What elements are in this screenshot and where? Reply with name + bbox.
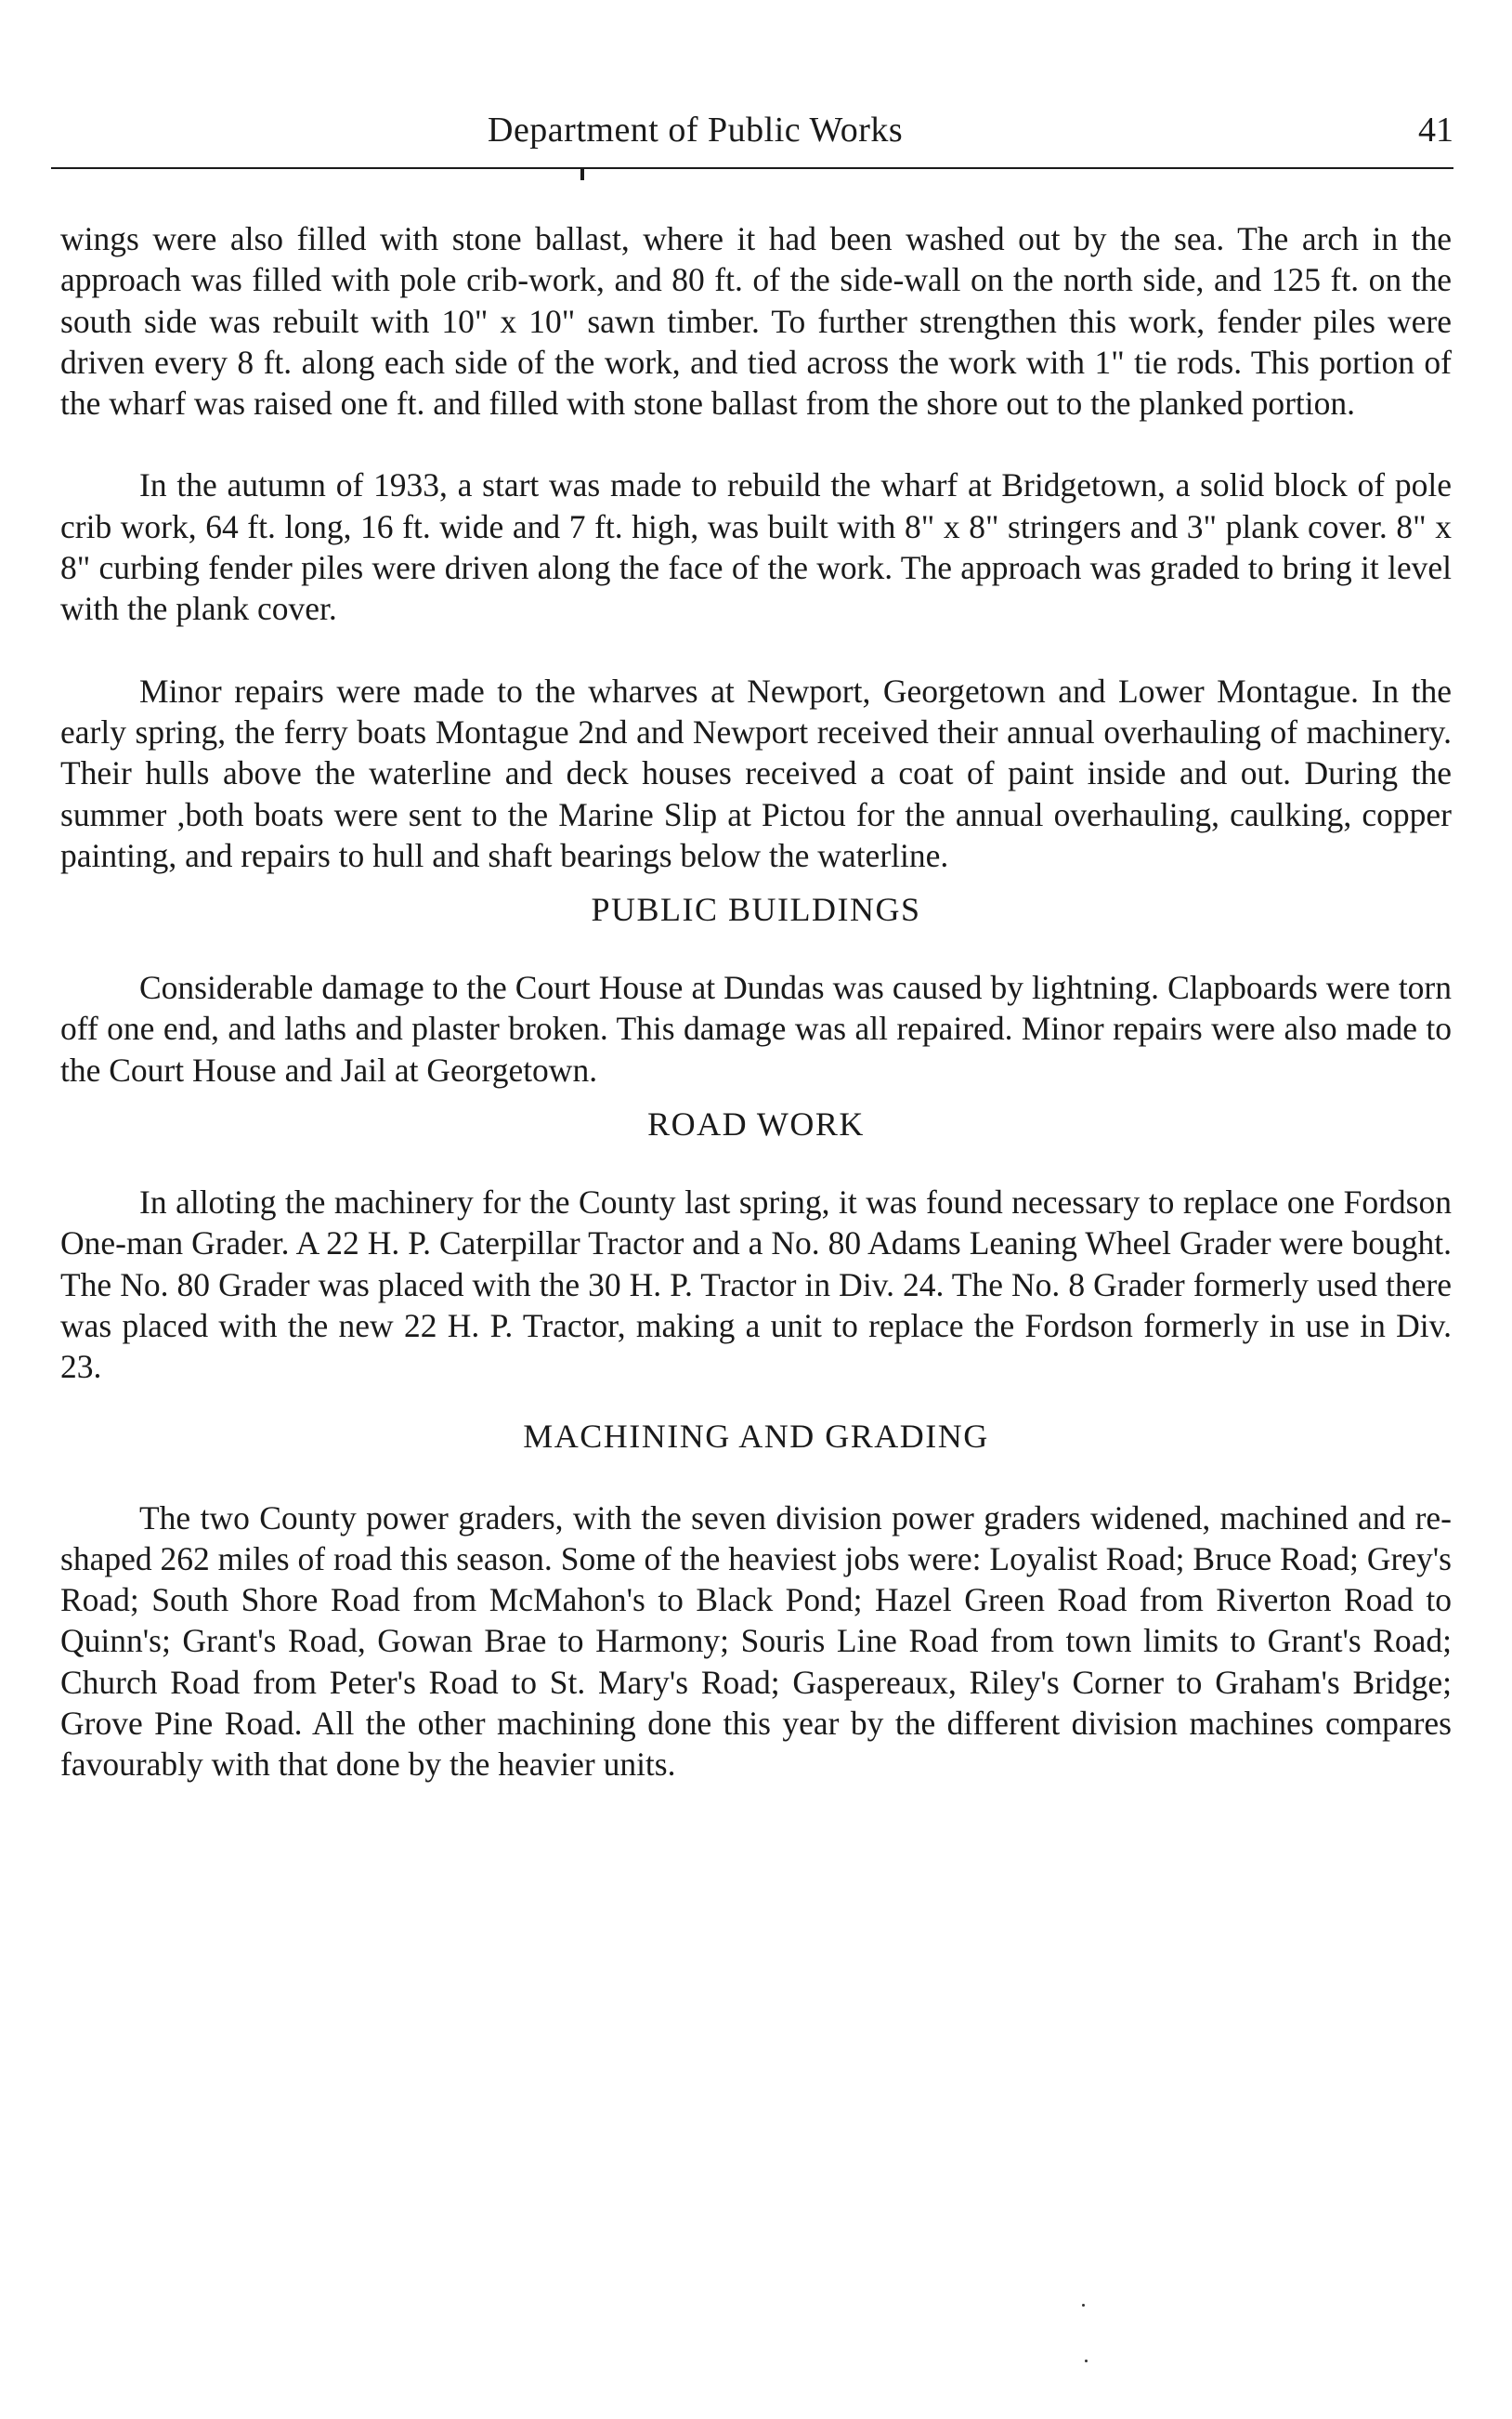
running-header [51,110,1453,165]
rule-mark [580,167,584,180]
paragraph-court-house: Considerable damage to the Court House at Dundas was caused by lightning. Clapboards were torn off one end, and laths and plaster broken. This damage was all repaired. Minor repairs were also made to the Court House and Jail at Georgetown. [60,969,1452,1089]
paragraph-bridgetown-wharf: In the autumn of 1933, a start was made to rebuild the wharf at Bridgetown, a solid block of pole crib work, 64 ft. long, 16 ft. wide and 7 ft. high, was built with 8" x 8" stringers and 3" plank cover. 8" x 8" curbing fender piles were driven along the face of the work. The approach was graded to bring it level with the plank cover. [60,466,1452,628]
heading-public-buildings: PUBLIC BUILDINGS [591,891,921,929]
paragraph-machinery: In alloting the machinery for the County last spring, it was found necessary to replace one Fordson One-man Grader. A 22 H. P. Caterpillar Tractor and a No. 80 Adams Leaning Wheel Grader were bought. The No. 80 Grader was placed with the 30 H. P. Tractor in Div. 24. The No. 8 Grader formerly used there was placed with the new 22 H. P. Tractor, making a unit to replace the Fordson formerly in use in Div. 23. [60,1183,1452,1386]
heading-machining-and-grading: MACHINING AND GRADING [523,1417,989,1455]
scan-speck [1085,2360,1088,2362]
running-title: Department of Public Works [488,111,904,150]
page-number: 41 [1418,111,1453,150]
paragraph-minor-repairs: Minor repairs were made to the wharves at Newport, Georgetown and Lower Montague. In the early spring, the ferry boats Montague 2nd and Newport received their annual overhauling of machinery. Their hulls above the waterline and deck houses received a coat of paint inside and out. During the summer ,both boats were sent to the Marine Slip at Pictou for the annual overhauling, caulking, copper painting, and repairs to hull and shaft bearings below the waterline. [60,672,1452,874]
body-text [60,218,1452,1785]
header-rule [51,167,1453,169]
paragraph-graders: The two County power graders, with the seven division power graders widened, machined and re-shaped 262 miles of road this season. Some of the heaviest jobs were: Loyalist Road; Bruce Road; Grey's Road; South Shore Road from McMahon's to Black Pond; Hazel Green Road from Riverton Road to Quinn's; Grant's Road, Gowan Brae to Harmony; Souris Line Road from town limits to Grant's Road; Church Road from Peter's Road to St. Mary's Road; Gaspereaux, Riley's Corner to Graham's Bridge; Grove Pine Road. All the other machining done this year by the different division machines compares favourably with that done by the heavier units. [60,1498,1452,1784]
scan-speck [1082,2304,1085,2307]
paragraph-wharf-wings: wings were also filled with stone ballast, where it had been washed out by the sea. The arch in the approach was filled with pole crib-work, and 80 ft. of the side-wall on the north side, and 125 ft. on the south side was rebuilt with 10" x 10" sawn timber. To further strengthen this work, fender piles were driven every 8 ft. along each side of the work, and tied across the work with 1" tie rods. This portion of the wharf was raised one ft. and filled with stone ballast from the shore out to the planked portion. [60,220,1452,423]
heading-road-work: ROAD WORK [647,1105,865,1144]
